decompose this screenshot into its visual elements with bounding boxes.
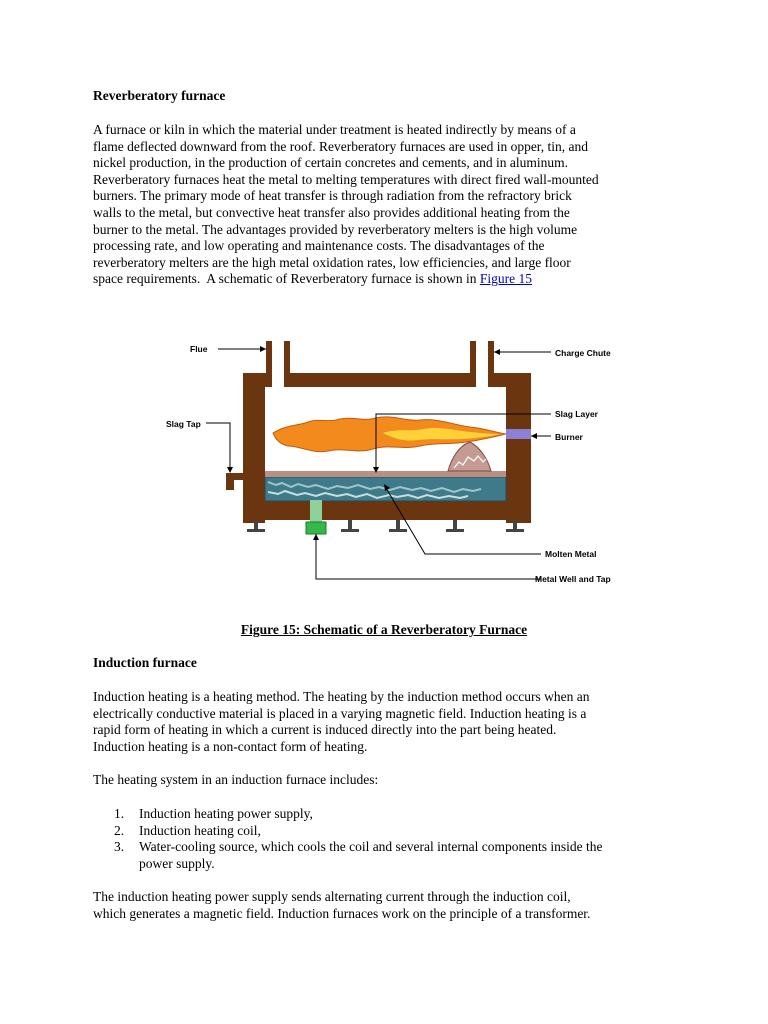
text-line: Induction heating is a non-contact form of heating.: [93, 738, 368, 754]
text-line: A furnace or kiln in which the material under treatment is heated indirectly by means of a: [93, 122, 576, 137]
text-line: reverberatory melters are the high metal oxidation rates, low efficiencies, and large floor: [93, 254, 571, 270]
list-item: 3. Water-cooling source, which cools the coil and several internal components inside the power supply.: [114, 839, 603, 871]
text-line: burner to the metal. The advantages provided by reverberatory melters is the high volume: [93, 221, 578, 237]
label-slag-tap: Slag Tap: [166, 419, 201, 429]
figure-15-link[interactable]: Figure 15: [479, 271, 532, 287]
burner-port: [506, 429, 531, 439]
text-line: [93, 271, 683, 288]
text-line: processing rate, and low operating and maintenance costs. The disadvantages of the: [93, 238, 545, 254]
label-metal-well-tap: Metal Well and Tap: [535, 574, 611, 584]
text-line: flame deflected downward from the roof. Reverberatory furnaces are used in opper, tin, and: [93, 138, 589, 154]
section-title-reverberatory: Reverberatory furnace: [93, 88, 226, 103]
heating-system-list: [93, 806, 683, 872]
induction-paragraph-3: [93, 889, 683, 922]
section-title-induction: Induction furnace: [93, 655, 197, 670]
label-charge-chute: Charge Chute: [555, 348, 611, 358]
list-item: 1. Induction heating power supply,: [114, 806, 313, 821]
list-item: 2. Induction heating coil,: [114, 822, 261, 838]
label-slag-layer: Slag Layer: [555, 409, 598, 419]
induction-paragraph-1: [93, 689, 683, 755]
reverberatory-paragraph: [93, 122, 683, 288]
text-line: Induction heating is a heating method. The heating by the induction method occurs when an: [93, 689, 590, 704]
figure-caption: Figure 15: Schematic of a Reverberatory Furnace: [240, 622, 528, 637]
text-line: burners. The primary mode of heat transfer is through radiation from the refractory brick: [93, 188, 572, 204]
label-burner: Burner: [555, 432, 583, 442]
induction-paragraph-2: The heating system in an induction furnace includes:: [93, 772, 379, 787]
text-line: walls to the metal, but convective heat transfer also provides additional heating from the: [93, 204, 570, 220]
text-line: electrically conductive material is placed in a varying magnetic field. Induction heating is a: [93, 705, 587, 721]
slag-tap-spout: [226, 473, 243, 490]
text-line: nickel production, in the production of certain concretes and cements, and in aluminum.: [93, 155, 568, 171]
text-line-last: space requirements. A schematic of Reverberatory furnace is shown in: [93, 271, 480, 287]
support-legs: [247, 520, 524, 532]
text-line: rapid form of heating in which a current is induced directly into the part being heated.: [93, 722, 557, 738]
reverberatory-furnace-diagram: [148, 328, 638, 598]
text-line: which generates a magnetic field. Induction furnaces work on the principle of a transformer.: [93, 905, 591, 921]
text-line: Reverberatory furnaces heat the metal to melting temperatures with direct fired wall-mounted: [93, 171, 599, 187]
text-line: The induction heating power supply sends alternating current through the induction coil,: [93, 889, 571, 904]
label-flue: Flue: [190, 344, 208, 354]
label-molten-metal: Molten Metal: [545, 549, 597, 559]
